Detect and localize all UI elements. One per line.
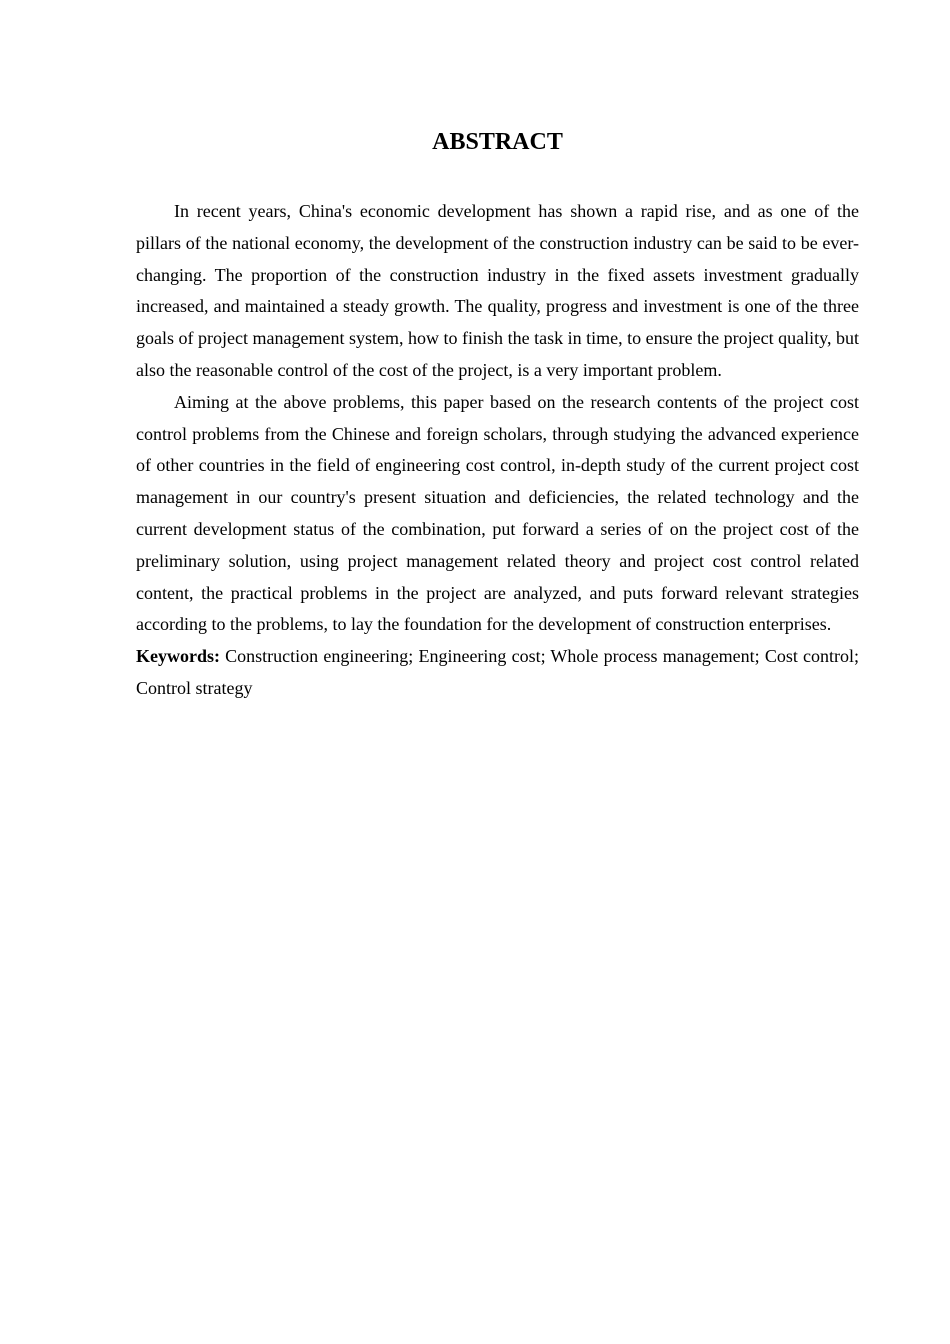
abstract-section bbox=[136, 126, 859, 705]
abstract-paragraph-1: In recent years, China's economic development has shown a rapid rise, and as one of the pillars of the national economy, the development of the construction industry can be said to be ever-changing. The proportion of the construction industry in the fixed assets investment gradually increased, and maintained a steady growth. The quality, progress and investment is one of the three goals of project management system, how to finish the task in time, to ensure the project quality, but also the reasonable control of the cost of the project, is a very important problem. bbox=[136, 201, 859, 380]
keywords-text: Construction engineering; Engineering cost; Whole process management; Cost control; Control strategy bbox=[136, 646, 860, 698]
keywords-label: Keywords: bbox=[136, 646, 220, 667]
abstract-title: ABSTRACT bbox=[432, 129, 563, 155]
abstract-paragraph-2: Aiming at the above problems, this paper based on the research contents of the project cost control problems from the Chinese and foreign scholars, through studying the advanced experience of other countries in the field of engineering cost control, in-depth study of the current project cost management in our country's present situation and deficiencies, the related technology and the current development status of the combination, put forward a series of on the project cost of the preliminary solution, using project management related theory and project cost control related content, the practical problems in the project are analyzed, and puts forward relevant strategies according to the problems, to lay the foundation for the development of construction enterprises. bbox=[136, 391, 859, 635]
keywords-line bbox=[136, 641, 859, 705]
